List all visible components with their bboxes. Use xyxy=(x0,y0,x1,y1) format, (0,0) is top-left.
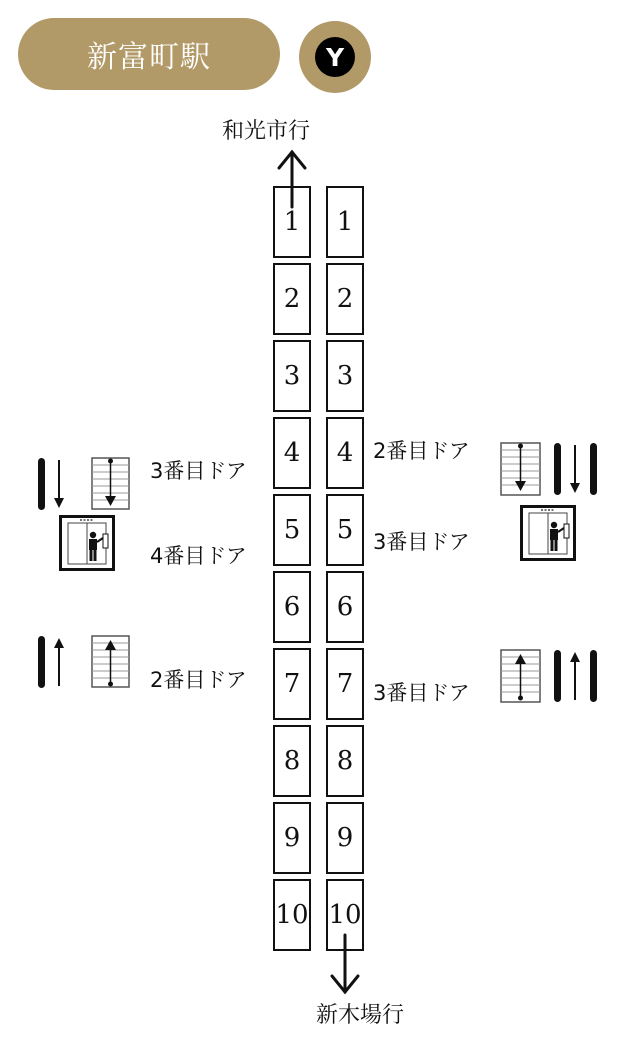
arrow-down-icon xyxy=(332,935,358,992)
car-left-6: 6 xyxy=(273,571,311,643)
car-right-9: 9 xyxy=(326,802,364,874)
car-left-9: 9 xyxy=(273,802,311,874)
car-right-7: 7 xyxy=(326,648,364,720)
direction-top-label: 和光市行 xyxy=(222,119,311,144)
car-left-3: 3 xyxy=(273,340,311,412)
elevator-icon xyxy=(520,505,576,561)
car-right-1: 1 xyxy=(326,186,364,258)
car-left-2: 2 xyxy=(273,263,311,335)
door-label-right-1: 2番目ドア xyxy=(373,439,470,463)
car-left-5: 5 xyxy=(273,494,311,566)
car-left-8: 8 xyxy=(273,725,311,797)
escalator-up-icon xyxy=(500,648,600,704)
car-left-1: 1 xyxy=(273,186,311,258)
car-left-10: 10 xyxy=(273,879,311,951)
elevator-icon xyxy=(59,515,115,571)
car-left-4: 4 xyxy=(273,417,311,489)
door-label-left-3: 2番目ドア xyxy=(150,668,247,692)
car-right-6: 6 xyxy=(326,571,364,643)
car-right-4: 4 xyxy=(326,417,364,489)
car-left-7: 7 xyxy=(273,648,311,720)
arrow-up-icon xyxy=(279,152,305,207)
car-right-10: 10 xyxy=(326,879,364,951)
car-right-2: 2 xyxy=(326,263,364,335)
car-right-3: 3 xyxy=(326,340,364,412)
door-label-left-2: 4番目ドア xyxy=(150,544,247,568)
escalator-down-icon xyxy=(500,441,600,497)
escalator-down-icon xyxy=(36,456,131,512)
escalator-up-icon xyxy=(36,634,131,690)
station-name: 新富町駅 xyxy=(87,40,211,75)
line-letter-badge: Y xyxy=(315,37,355,77)
door-label-left-1: 3番目ドア xyxy=(150,459,247,483)
door-label-right-3: 3番目ドア xyxy=(373,681,470,705)
car-right-5: 5 xyxy=(326,494,364,566)
car-right-8: 8 xyxy=(326,725,364,797)
door-label-right-2: 3番目ドア xyxy=(373,530,470,554)
direction-bottom-label: 新木場行 xyxy=(316,1003,405,1028)
